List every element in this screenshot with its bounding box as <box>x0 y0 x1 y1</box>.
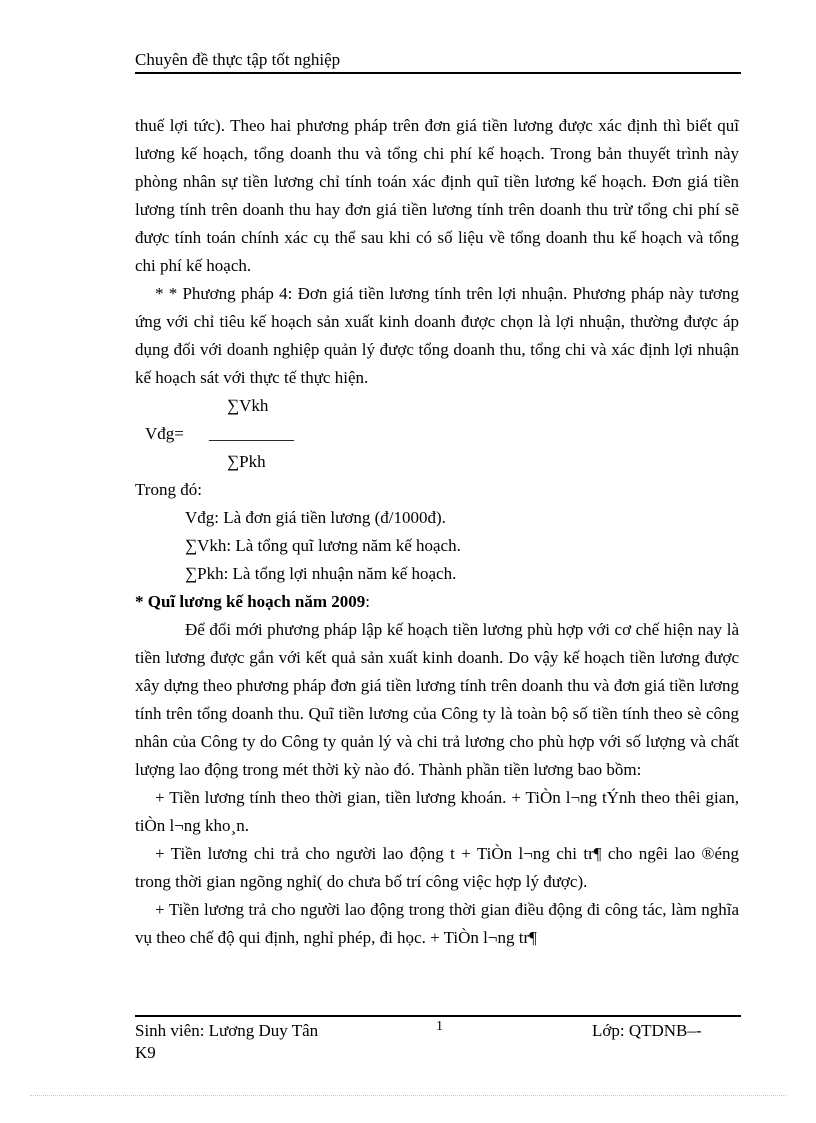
page-number: 1 <box>436 1019 443 1034</box>
document-body <box>135 112 739 952</box>
formula-denominator: ∑Pkh <box>227 452 266 471</box>
formula-numerator: ∑Vkh <box>227 396 269 415</box>
definition-item: Vđg: Là đơn giá tiền lương (đ/1000đ). <box>185 508 446 527</box>
page-header <box>135 49 741 74</box>
footer-student-cohort: K9 <box>135 1043 156 1062</box>
section-heading <box>135 588 739 616</box>
where-label: Trong đó: <box>135 480 202 499</box>
section-heading-suffix: : <box>365 592 370 611</box>
paragraph-method-4: * * Phương pháp 4: Đơn giá tiền lương tính trên lợi nhuận. Phương pháp này tương ứng với chỉ tiêu kế hoạch sản xuất kinh doanh được chọn là lợi nhuận, thường được áp dụng đối với doanh nghiệp quản lý được tổng doanh thu, tổng chi và xác định lợi nhuận kế hoạch sát với thực tế thực hiện. <box>135 284 739 387</box>
list-item: + Tiền lương tính theo thời gian, tiền lương khoán. + TiÒn l¬ng tÝnh theo thêi gian, tiÒn l¬ng kho¸n. <box>135 788 739 835</box>
formula-lhs: Vđg= <box>145 424 184 443</box>
definition-item: ∑Pkh: Là tổng lợi nhuận năm kế hoạch. <box>185 564 457 583</box>
list-item: + Tiền lương trả cho người lao động trong thời gian điều động đi công tác, làm nghĩa vụ theo chế độ qui định, nghỉ phép, đi học. + TiÒn l¬ng tr¶ <box>135 900 739 947</box>
footer-student-name: Sinh viên: Lương Duy Tân <box>135 1021 319 1040</box>
page-boundary <box>30 1095 786 1096</box>
section-heading-text: * Quĩ lương kế hoạch năm 2009 <box>135 592 366 611</box>
definition-item: ∑Vkh: Là tổng quĩ lương năm kế hoạch. <box>185 536 461 555</box>
footer-class: Lớp: QTDNB–- <box>592 1021 702 1040</box>
formula <box>135 392 739 476</box>
footer-divider <box>135 1015 741 1017</box>
footer-student <box>135 1020 318 1064</box>
formula-fraction-bar: __________ <box>209 424 294 443</box>
paragraph-1: thuế lợi tức). Theo hai phương pháp trên đơn giá tiền lương được xác định thì biết quĩ lương kế hoạch, tổng doanh thu và tổng chi phí kế hoạch. Trong bản thuyết trình này phòng nhân sự tiền lương chỉ tính toán xác định quĩ tiền lương kế hoạch. Đơn giá tiền lương tính trên doanh thu hay đơn giá tiền lương tính trên doanh thu trừ tổng chi phí sẽ được tính toán chính xác cụ thể sau khi có số liệu về tổng doanh thu kế hoạch và tổng chi phí kế hoạch. <box>135 116 739 275</box>
header-title: Chuyên đề thực tập tốt nghiệp <box>135 50 341 69</box>
list-item: + Tiền lương chi trả cho người lao động t + TiÒn l¬ng chi tr¶ cho ngêi lao ®éng trong thời gian ngõng nghỉ( do chưa bố trí công việc hợp lý được). <box>135 844 739 891</box>
paragraph-3: Để đổi mới phương pháp lập kế hoạch tiền lương phù hợp với cơ chế hiện nay là tiền lương được gắn với kết quả sản xuất kinh doanh. Do vậy kế hoạch tiền lương được xây dựng theo phương pháp đơn giá tiền lương tính trên doanh thu và đơn giá tiền lương tính trên tổng doanh thu. Quĩ tiền lương của Công ty là toàn bộ số tiền tính theo sè công nhân của Công ty do Công ty quản lý và chi trả lương cho phù hợp với số lượng và chất lượng lao động trong mét thời kỳ nào đó. Thành phần tiền lương bao bồm: <box>135 620 739 779</box>
